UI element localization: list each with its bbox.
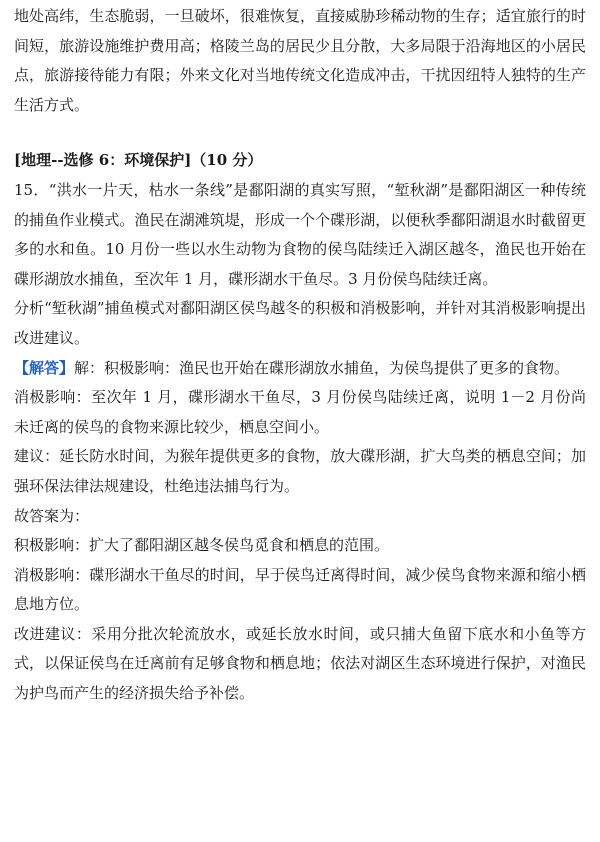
- question-prompt: 分析“堑秋湖”捕鱼模式对鄱阳湖区侯鸟越冬的积极和消极影响，并针对其消极影响提出改进建议。: [14, 299, 586, 347]
- answer-suggestion: 建议：延长防水时间，为猴年提供更多的食物，放大碟形湖，扩大鸟类的栖息空间；加强环保法律法规建设，杜绝违法捕鸟行为。: [14, 447, 586, 495]
- document-page: [14, 2, 586, 709]
- final-answer-title: 故答案为：: [14, 506, 90, 525]
- question-text: 15．“洪水一片天，枯水一条线”是鄱阳湖的真实写照，“堑秋湖”是鄱阳湖区一种传统的捕鱼作业模式。渔民在湖滩筑堤，形成一个个碟形湖，以便秋季鄱阳湖退水时截留更多的水和鱼。10 月份一些以水生动物为食物的侯鸟陆续迁入湖区越冬，渔民也开始在碟形湖放水捕鱼，至次年 1 月，碟形湖水干鱼尽。3 月份侯鸟陆续迁离。: [14, 180, 586, 288]
- section-heading: [地理--选修 6：环境保护]（10 分）: [14, 151, 263, 170]
- final-answer-suggestion: 改进建议：采用分批次轮流放水，或延长放水时间，或只捕大鱼留下底水和小鱼等方式，以保证侯鸟在迁离前有足够食物和栖息地；依法对湖区生态环境进行保护，对渔民为护鸟而产生的经济损失给予补偿。: [14, 624, 586, 703]
- answer-negative: 消极影响：至次年 1 月，碟形湖水干鱼尽，3 月份侯鸟陆续迁离，说明 1－2 月份尚未迁离的侯鸟的食物来源比较少，栖息空间小。: [14, 388, 586, 436]
- final-answer-negative: 消极影响：碟形湖水干鱼尽的时间，早于侯鸟迁离得时间，减少侯鸟食物来源和缩小栖息地方位。: [14, 565, 586, 614]
- answer-positive-paragraph: [14, 354, 586, 384]
- intro-paragraph: 地处高纬，生态脆弱，一旦破坏，很难恢复，直接威胁珍稀动物的生存；适宜旅行的时间短，旅游设施维护费用高；格陵兰岛的居民少且分散，大多局限于沿海地区的小居民点，旅游接待能力有限；外来文化对当地传统文化造成冲击，干扰因纽特人独特的生产生活方式。: [14, 7, 586, 114]
- section-spacer: [14, 120, 586, 146]
- answer-positive-text: 解：积极影响：渔民也开始在碟形湖放水捕鱼，为侯鸟提供了更多的食物。: [74, 358, 570, 377]
- answer-tag: 【解答】: [14, 358, 75, 377]
- final-answer-positive: 积极影响：扩大了鄱阳湖区越冬侯鸟觅食和栖息的范围。: [14, 536, 390, 555]
